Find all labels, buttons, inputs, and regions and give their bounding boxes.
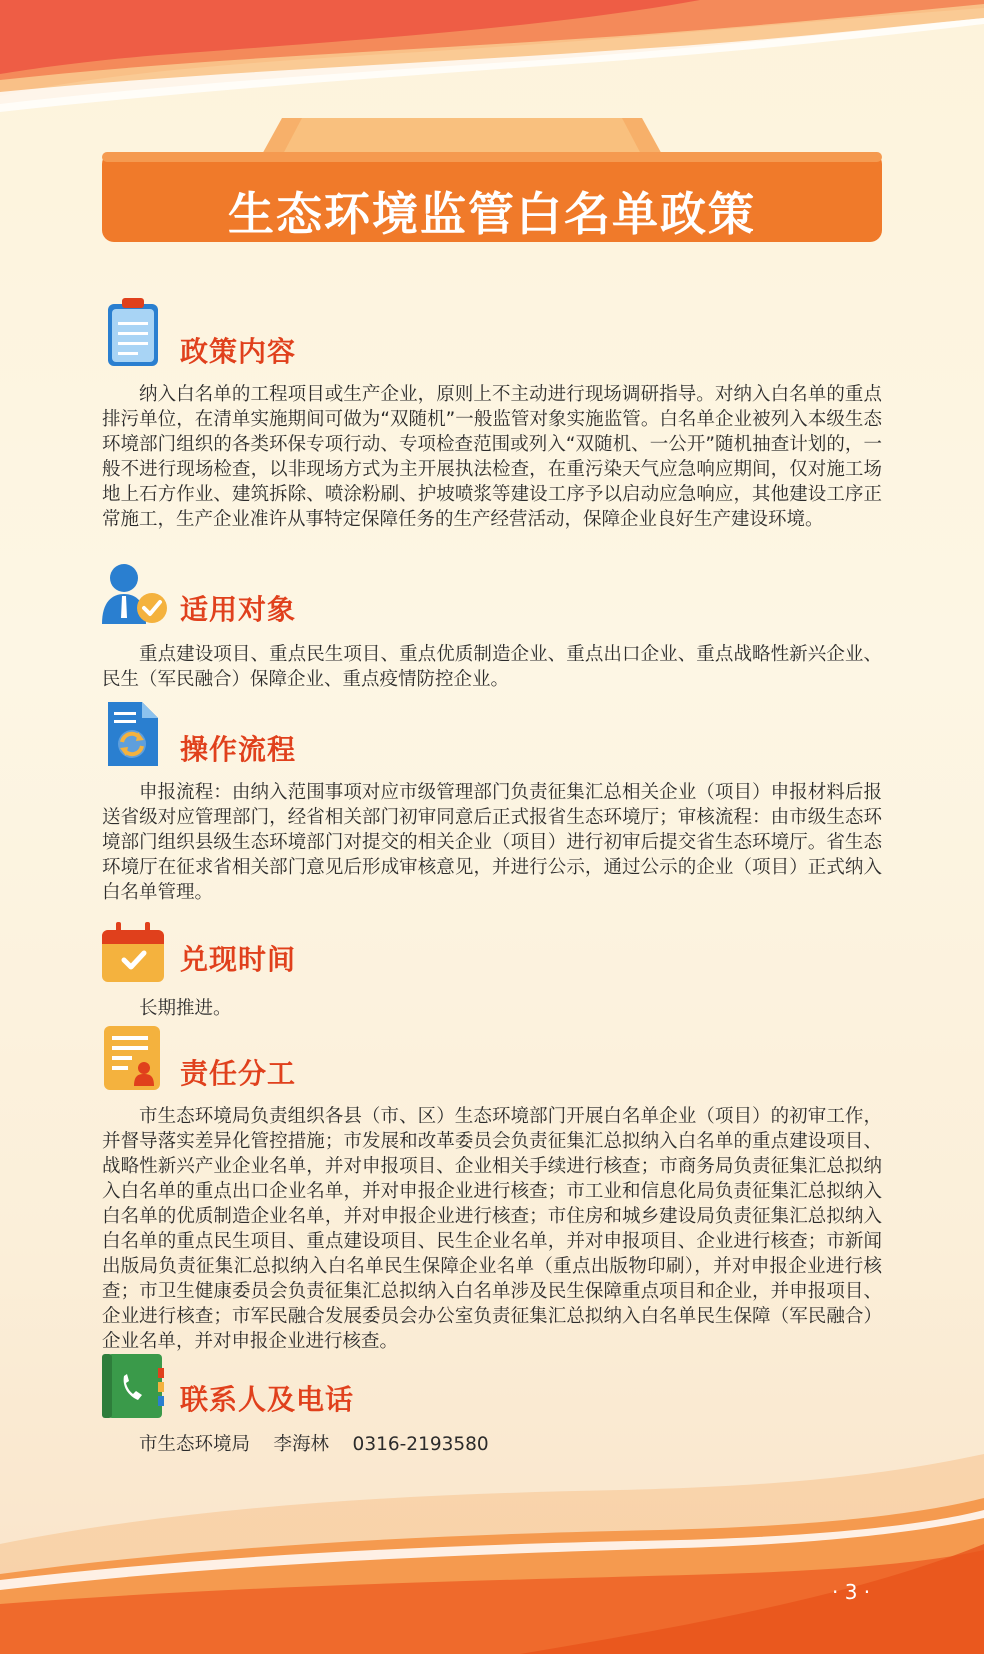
profile-card-icon [102, 1024, 174, 1096]
calendar-check-icon [102, 918, 174, 990]
section-responsibility [102, 1024, 882, 1354]
section-body: 市生态环境局负责组织各县（市、区）生态环境部门开展白名单企业（项目）的初审工作，并督导落实差异化管控措施；市发展和改革委员会负责征集汇总拟纳入白名单的重点建设项目、战略性新兴产业企业名单，并对申报项目、企业相关手续进行核查；市商务局负责征集汇总拟纳入白名单的重点出口企业名单，并对申报企业进行核查；市工业和信息化局负责征集汇总拟纳入白名单的优质制造企业名单，并对申报企业进行核查；市住房和城乡建设局负责征集汇总拟纳入白名单的重点民生项目、重点建设项目、民生企业名单，并对申报项目、企业进行核查；市新闻出版局负责征集汇总拟纳入白名单民生保障企业名单（重点出版物印刷），并对申报企业进行核查；市卫生健康委员会负责征集汇总拟纳入白名单涉及民生保障重点项目和企业，并申报项目、企业进行核查；市军民融合发展委员会办公室负责征集汇总拟纳入白名单民生保障（军民融合）企业名单，并对申报企业进行核查。 [102, 1106, 882, 1352]
section-heading: 责任分工 [180, 1057, 297, 1090]
section-header [102, 700, 882, 780]
top-wave-decoration [0, 0, 984, 120]
section-heading: 操作流程 [180, 733, 297, 766]
section-operation-process [102, 700, 882, 905]
section-body: 重点建设项目、重点民生项目、重点优质制造企业、重点出口企业、重点战略性新兴企业、民生（军民融合）保障企业、重点疫情防控企业。 [102, 644, 882, 690]
section-body: 长期推进。 [139, 998, 232, 1019]
section-header [102, 562, 882, 642]
section-fulfillment-time [102, 918, 882, 1021]
section-heading: 联系人及电话 [180, 1383, 355, 1416]
clipboard-icon [102, 296, 174, 368]
section-header [102, 918, 882, 998]
section-header [102, 1024, 882, 1104]
section-header [102, 296, 882, 376]
section-body: 市生态环境局 李海林 0316-2193580 [139, 1434, 489, 1455]
page-number: · 3 · [832, 1580, 871, 1604]
section-body: 申报流程：由纳入范围事项对应市级管理部门负责征集汇总相关企业（项目）申报材料后报送省级对应管理部门，经省相关部门初审同意后正式报省生态环境厅；审核流程：由市级生态环境部门组织县级生态环境部门对提交的相关企业（项目）进行初审后提交省生态环境厅。省生态环境厅在征求省相关部门意见后形成审核意见，并进行公示，通过公示的企业（项目）正式纳入白名单管理。 [102, 782, 882, 903]
document-refresh-icon [102, 700, 174, 772]
section-target-audience [102, 562, 882, 692]
page-title: 生态环境监管白名单政策 [228, 187, 756, 241]
user-check-icon [102, 562, 174, 634]
bottom-wave-decoration [0, 1394, 984, 1654]
section-policy-content [102, 296, 882, 532]
section-body: 纳入白名单的工程项目或生产企业，原则上不主动进行现场调研指导。对纳入白名单的重点排污单位，在清单实施期间可做为“双随机”一般监管对象实施监管。白名单企业被列入本级生态环境部门组织的各类环保专项行动、专项检查范围或列入“双随机、一公开”随机抽查计划的，一般不进行现场检查，以非现场方式为主开展执法检查，在重污染天气应急响应期间，仅对施工场地上石方作业、建筑拆除、喷涂粉刷、护坡喷浆等建设工序予以启动应急响应，其他建设工序正常施工，生产企业准许从事特定保障任务的生产经营活动，保障企业良好生产建设环境。 [102, 384, 882, 530]
section-heading: 兑现时间 [180, 943, 297, 976]
section-heading: 政策内容 [180, 335, 297, 368]
section-heading: 适用对象 [180, 593, 297, 626]
